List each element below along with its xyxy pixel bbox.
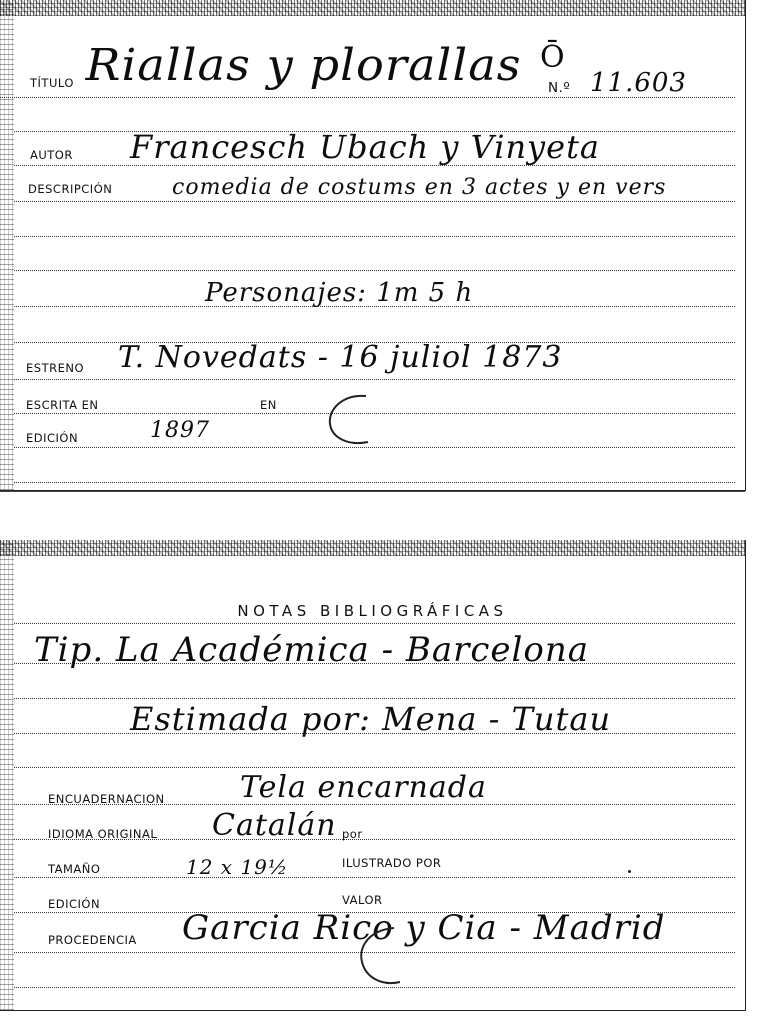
card-top-edge <box>0 0 745 16</box>
ruled-line <box>14 236 735 237</box>
card-separator <box>0 491 745 492</box>
ilustrado-label: ILUSTRADO POR <box>342 856 442 870</box>
titulo-value: Riallas y plorallas <box>85 40 522 91</box>
descripcion-label: DESCRIPCIÓN <box>28 182 113 196</box>
ruled-line <box>14 482 735 483</box>
estreno-value: T. Novedats - 16 juliol 1873 <box>118 340 563 375</box>
ruled-line <box>14 623 735 624</box>
tamano-label: TAMAÑO <box>48 862 101 876</box>
por-label: por <box>342 827 363 841</box>
catalog-card-top <box>0 0 746 491</box>
escrita-en-label: ESCRITA EN <box>26 398 99 412</box>
ruled-line <box>14 877 735 878</box>
en-label: EN <box>260 398 277 412</box>
catalog-card-bottom <box>0 540 746 1011</box>
idioma-label: IDIOMA ORIGINAL <box>48 827 158 841</box>
procedencia-value: Garcia Rico y Cia - Madrid <box>182 908 666 948</box>
idioma-value: Catalán <box>212 808 337 843</box>
autor-label: AUTOR <box>30 148 73 162</box>
encuadernacion-label: ENCUADERNACION <box>48 792 165 806</box>
personajes-note: Personajes: 1m 5 h <box>205 278 474 308</box>
card-bottom-edge <box>0 540 745 556</box>
notas-heading: NOTAS BIBLIOGRÁFICAS <box>237 602 508 620</box>
numero-value: 11.603 <box>590 68 687 98</box>
ruled-line <box>14 270 735 271</box>
card-top-left-edge <box>0 0 14 490</box>
mark-dot <box>628 870 631 873</box>
descripcion-value: comedia de costums en 3 actes y en vers <box>172 175 667 200</box>
procedencia-label: PROCEDENCIA <box>48 933 137 947</box>
ruled-line <box>14 767 735 768</box>
punch-hole <box>352 924 412 990</box>
note-line-2: Estimada por: Mena - Tutau <box>130 700 612 738</box>
estreno-label: ESTRENO <box>26 361 85 375</box>
punch-hole <box>322 390 386 450</box>
ruled-line <box>14 698 735 699</box>
encuadernacion-value: Tela encarnada <box>240 770 487 805</box>
ruled-line <box>14 379 735 380</box>
titulo-label: TÍTULO <box>30 76 74 90</box>
numero-label: N.º <box>548 80 571 96</box>
tamano-value: 12 x 19½ <box>186 855 289 879</box>
autor-value: Francesch Ubach y Vinyeta <box>130 128 600 166</box>
ruled-line <box>14 201 735 202</box>
edicion-value: 1897 <box>150 418 210 443</box>
edicion-bottom-label: EDICIÓN <box>48 897 101 911</box>
edicion-label: EDICIÓN <box>26 431 79 445</box>
note-line-1: Tip. La Académica - Barcelona <box>34 630 590 670</box>
valor-label: VALOR <box>342 893 383 907</box>
numero-mark: Ō <box>540 40 566 75</box>
